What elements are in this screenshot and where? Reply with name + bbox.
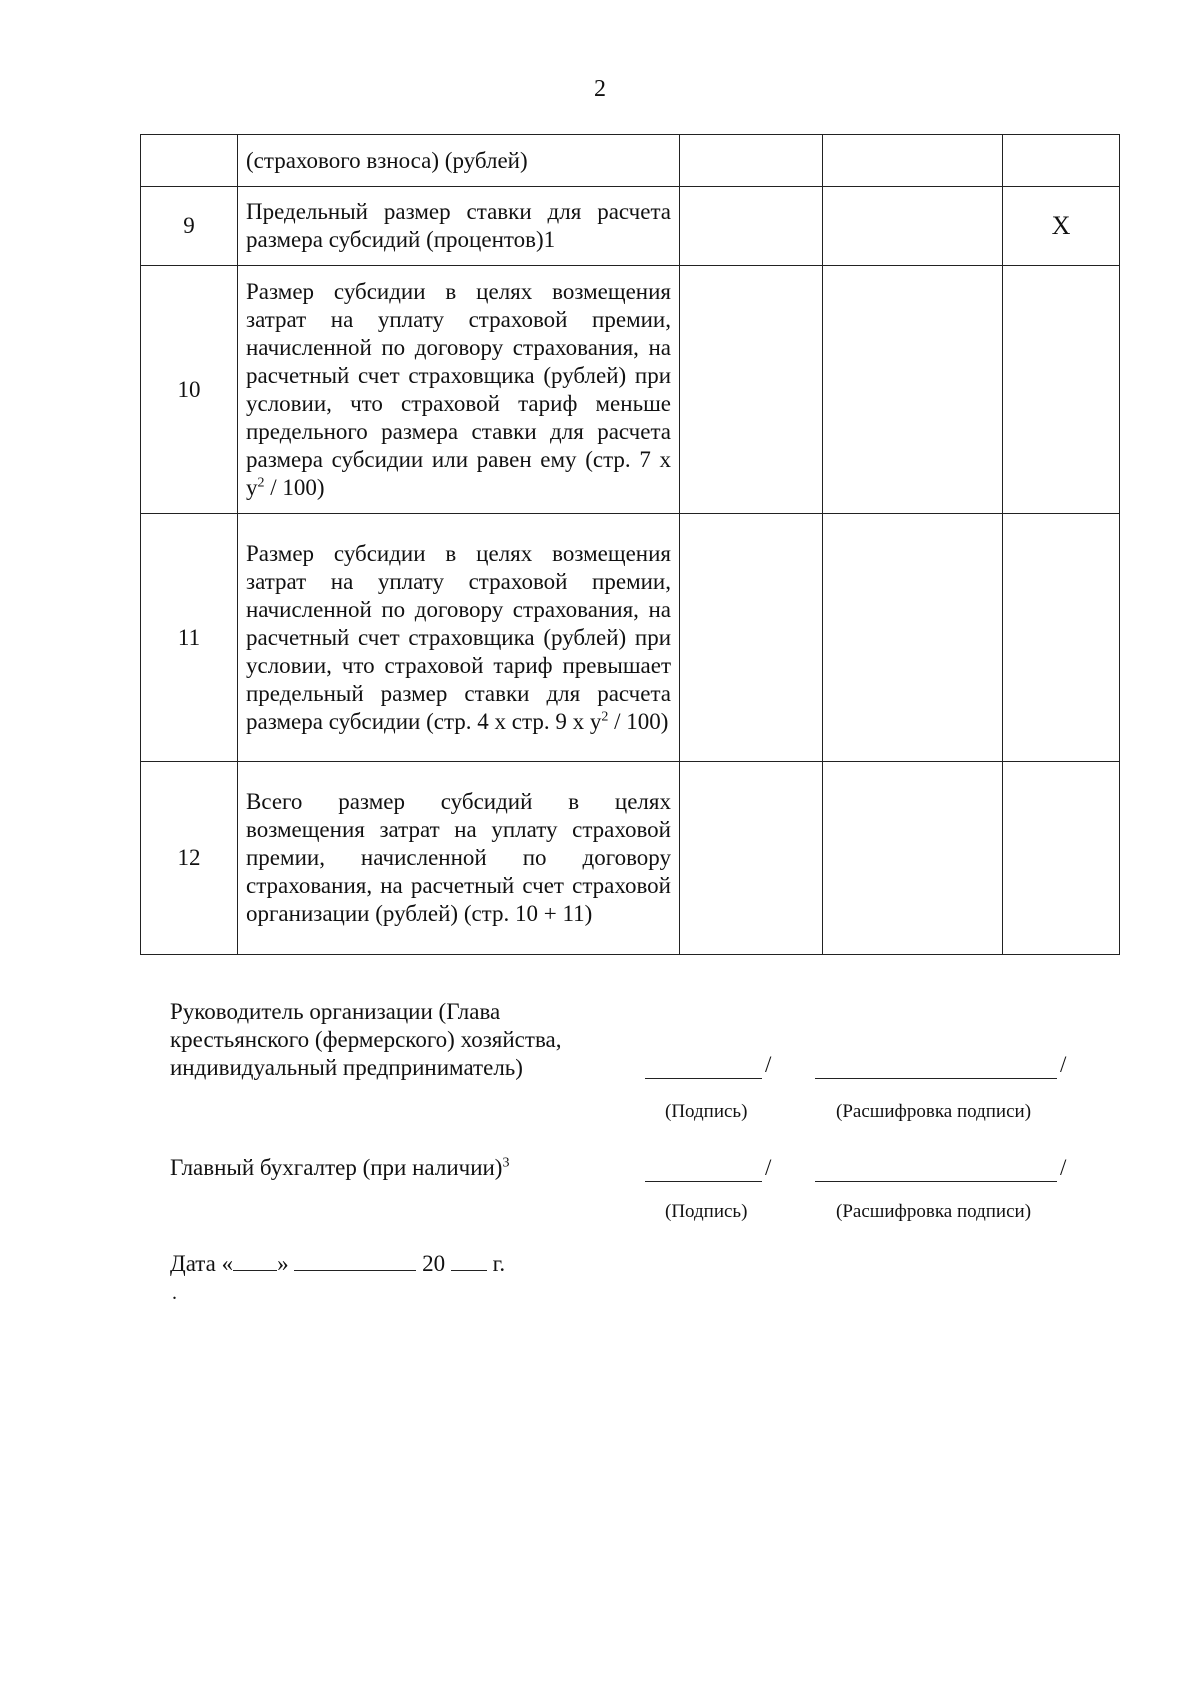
row-description-text-end: / 100) bbox=[264, 474, 325, 500]
accountant-signature-caption: (Подпись) bbox=[665, 1201, 748, 1222]
accountant-slash: / bbox=[765, 1155, 772, 1180]
row-number: 10 bbox=[141, 266, 238, 514]
accountant-signature-line bbox=[645, 1181, 762, 1182]
value-cell bbox=[823, 762, 1003, 955]
footnote-superscript: 2 bbox=[257, 474, 265, 490]
mark-cell bbox=[1003, 266, 1120, 514]
mark-cell: X bbox=[1003, 187, 1120, 266]
row-description-text: Размер субсидии в целях возмещения затрат на уплату страховой премии, начисленной по договору страхования, на расчетный счет страховщика (рублей) при условии, что страховой тариф меньше предельного размера ставки для расчета размера субсидии или равен ему (стр. 7 x y bbox=[246, 278, 671, 500]
date-quote-close: » bbox=[277, 1251, 289, 1276]
value-cell bbox=[680, 187, 823, 266]
head-signature-line bbox=[645, 1078, 762, 1079]
year-prefix: 20 bbox=[422, 1251, 446, 1276]
value-cell bbox=[680, 135, 823, 187]
row-number: 12 bbox=[141, 762, 238, 955]
accountant-slash-end: / bbox=[1060, 1155, 1067, 1180]
month-blank bbox=[294, 1248, 416, 1271]
mark-cell bbox=[1003, 135, 1120, 187]
head-signature-label bbox=[170, 998, 561, 1082]
row-description-text: Размер субсидии в целях возмещения затрат на уплату страховой премии, начисленной по договору страхования, на расчетный счет страховщика (рублей) при условии, что страховой тариф превышает предельный размер ставки для расчета размера субсидии (стр. 4 x стр. 9 x y bbox=[246, 540, 671, 734]
row-description bbox=[238, 514, 680, 762]
value-cell bbox=[680, 514, 823, 762]
date-prefix: Дата « bbox=[170, 1251, 234, 1276]
row-number: 11 bbox=[141, 514, 238, 762]
page-number: 2 bbox=[594, 76, 606, 102]
head-slash-end: / bbox=[1060, 1052, 1067, 1077]
head-slash: / bbox=[765, 1052, 772, 1077]
value-cell bbox=[823, 266, 1003, 514]
value-cell bbox=[823, 514, 1003, 762]
row-number: 9 bbox=[141, 187, 238, 266]
mark-cell bbox=[1003, 762, 1120, 955]
row-description: Всего размер субсидий в целях возмещения затрат на уплату страховой премии, начисленной по договору страхования, на расчетный счет страховой организации (рублей) (стр. 10 + 11) bbox=[238, 762, 680, 955]
subsidy-calculation-table bbox=[140, 134, 1120, 955]
table-row bbox=[141, 135, 1120, 187]
accountant-signature-label bbox=[170, 1154, 509, 1182]
value-cell bbox=[680, 762, 823, 955]
row-number bbox=[141, 135, 238, 187]
row-description: Предельный размер ставки для расчета размера субсидий (процентов)1 bbox=[238, 187, 680, 266]
trailing-dot: . bbox=[172, 1282, 177, 1304]
accountant-decoding-line bbox=[815, 1181, 1057, 1182]
row-description-text-end: / 100) bbox=[608, 708, 669, 734]
head-label-line3: индивидуальный предприниматель) bbox=[170, 1055, 523, 1080]
day-blank bbox=[233, 1248, 277, 1271]
accountant-label-text: Главный бухгалтер (при наличии) bbox=[170, 1155, 503, 1180]
head-decoding-caption: (Расшифровка подписи) bbox=[836, 1101, 1032, 1122]
row-description bbox=[238, 266, 680, 514]
head-decoding-line bbox=[815, 1078, 1057, 1079]
table-row bbox=[141, 266, 1120, 514]
head-label-line1: Руководитель организации (Глава bbox=[170, 999, 501, 1024]
head-signature-caption: (Подпись) bbox=[665, 1101, 748, 1122]
value-cell bbox=[823, 187, 1003, 266]
table-row bbox=[141, 514, 1120, 762]
accountant-decoding-caption: (Расшифровка подписи) bbox=[836, 1201, 1032, 1222]
head-label-line2: крестьянского (фермерского) хозяйства, bbox=[170, 1027, 562, 1052]
mark-cell bbox=[1003, 514, 1120, 762]
row-description: (страхового взноса) (рублей) bbox=[238, 135, 680, 187]
date-suffix: г. bbox=[492, 1251, 506, 1276]
value-cell bbox=[680, 266, 823, 514]
table-row bbox=[141, 187, 1120, 266]
value-cell bbox=[823, 135, 1003, 187]
table-row bbox=[141, 762, 1120, 955]
date-line bbox=[170, 1248, 505, 1277]
footnote-superscript: 3 bbox=[502, 1155, 510, 1171]
footnote-superscript: 2 bbox=[601, 708, 609, 724]
year-blank bbox=[451, 1248, 487, 1271]
